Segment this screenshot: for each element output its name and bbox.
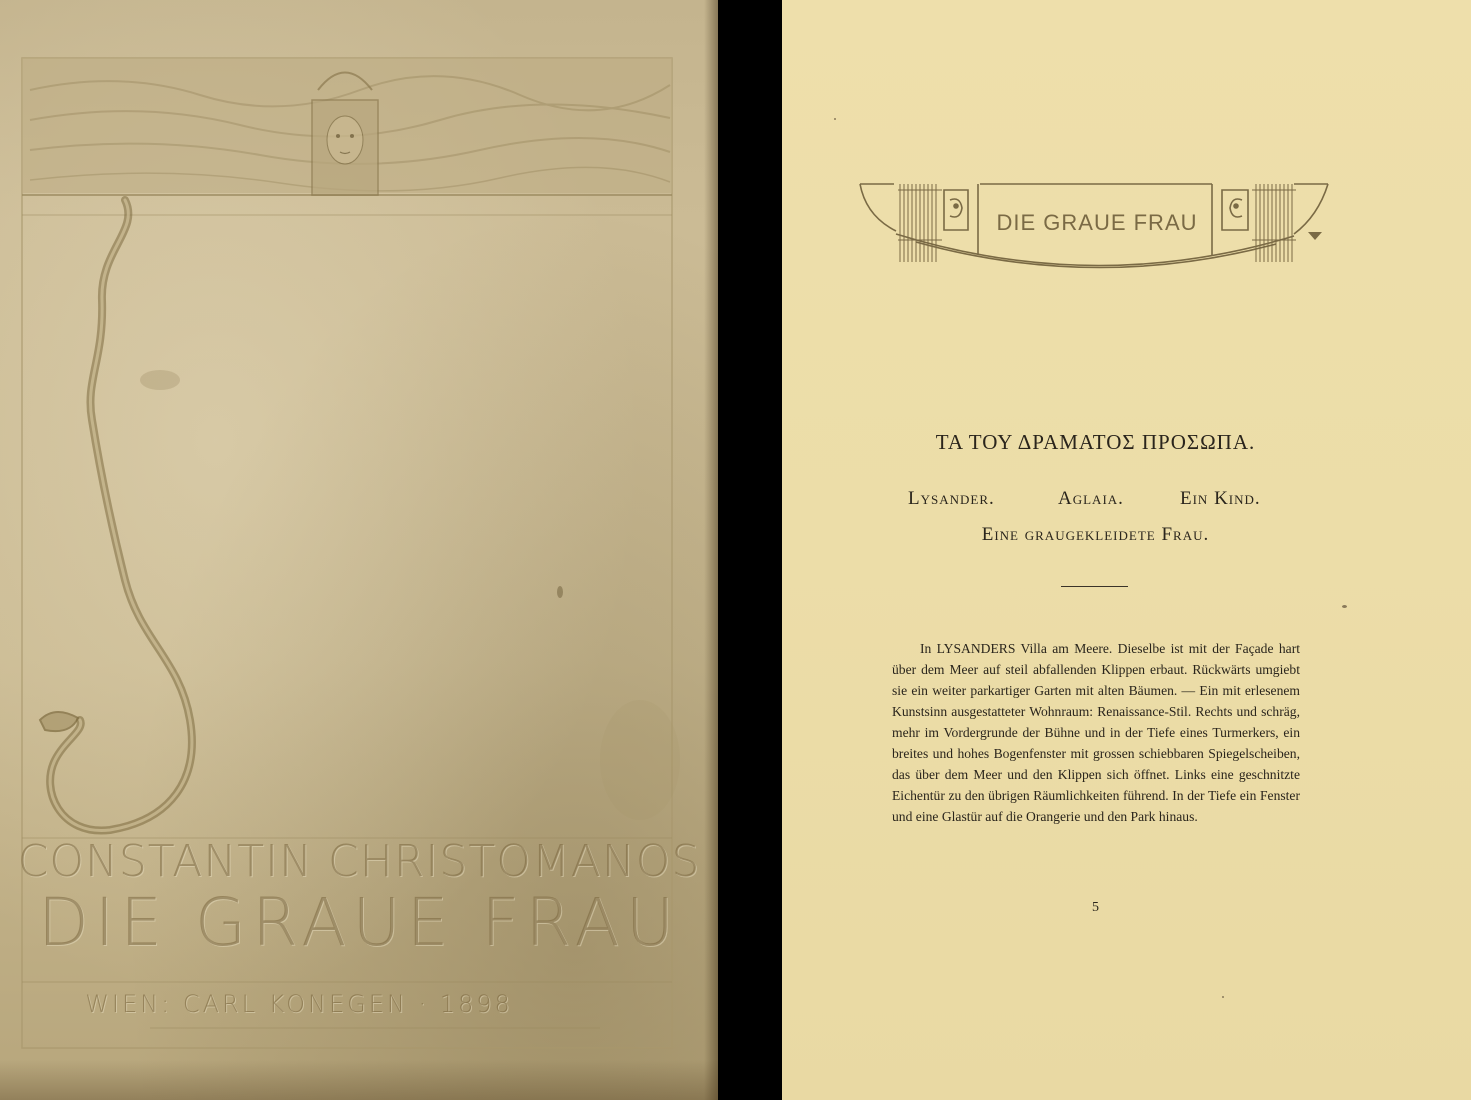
paper-speck (1222, 996, 1224, 998)
paper-speck (1342, 605, 1347, 608)
headpiece-mask-left (944, 190, 968, 230)
headpiece-reeds-left (898, 184, 942, 262)
headpiece-reeds-right (1252, 184, 1296, 262)
book-cover (0, 0, 718, 1100)
character-frau: Eine graugekleidete Frau. (981, 524, 1210, 545)
stage-direction-text: In LYSANDERS Villa am Meere. Dieselbe ist mit der Façade hart über dem Meer auf steil abfallenden Klippen erbaut. Rückwärts umgiebt sie ein weiter parkartiger Garten mit alten Bäumen. — Ein mit erlesenem Kunstsinn ausgestatteter Wohnraum: Renaissance-Stil. Rechts und schräg, mehr im Vordergrunde der Bühne und in der Tiefe eines Turmerkers, ein breites und hohes Bogenfenster mit grossen schiebbaren Spiegelscheiben, das über dem Meer und den Klippen sich öffnet. Links eine geschnitzte Eichentür zu den übrigen Räumlichkeiten führend. In der Tiefe ein Fenster und eine Glastür auf die Orangerie und den Park hinaus. (892, 641, 1300, 824)
page-number: 5 (1092, 900, 1099, 915)
character-kind: Ein Kind. (1180, 488, 1261, 509)
cover-author: CONSTANTIN CHRISTOMANOS (17, 836, 701, 887)
dramatis-personae-heading: ΤΑ ΤΟΥ ΔΡΑΜΑΤΟΣ ΠΡΟΣΩΠΑ. (935, 430, 1256, 454)
cover-edge-shadow (704, 0, 718, 1100)
banner-title: DIE GRAUE FRAU (996, 210, 1198, 235)
section-rule (1061, 586, 1128, 587)
cover-title: DIE GRAUE FRAU (37, 884, 681, 961)
book-page (782, 0, 1471, 1100)
character-lysander: Lysander. (908, 488, 995, 509)
stage-direction (892, 638, 1300, 827)
cover-bottom-wear (0, 1060, 718, 1100)
character-aglaia: Aglaia. (1058, 488, 1124, 509)
paper-speck (834, 118, 836, 120)
cover-imprint: WIEN: CARL KONEGEN · 1898 (85, 990, 513, 1018)
headpiece-leaf (1308, 232, 1322, 240)
serpent-ornament (40, 200, 192, 831)
headpiece-mask-right (1222, 190, 1248, 230)
